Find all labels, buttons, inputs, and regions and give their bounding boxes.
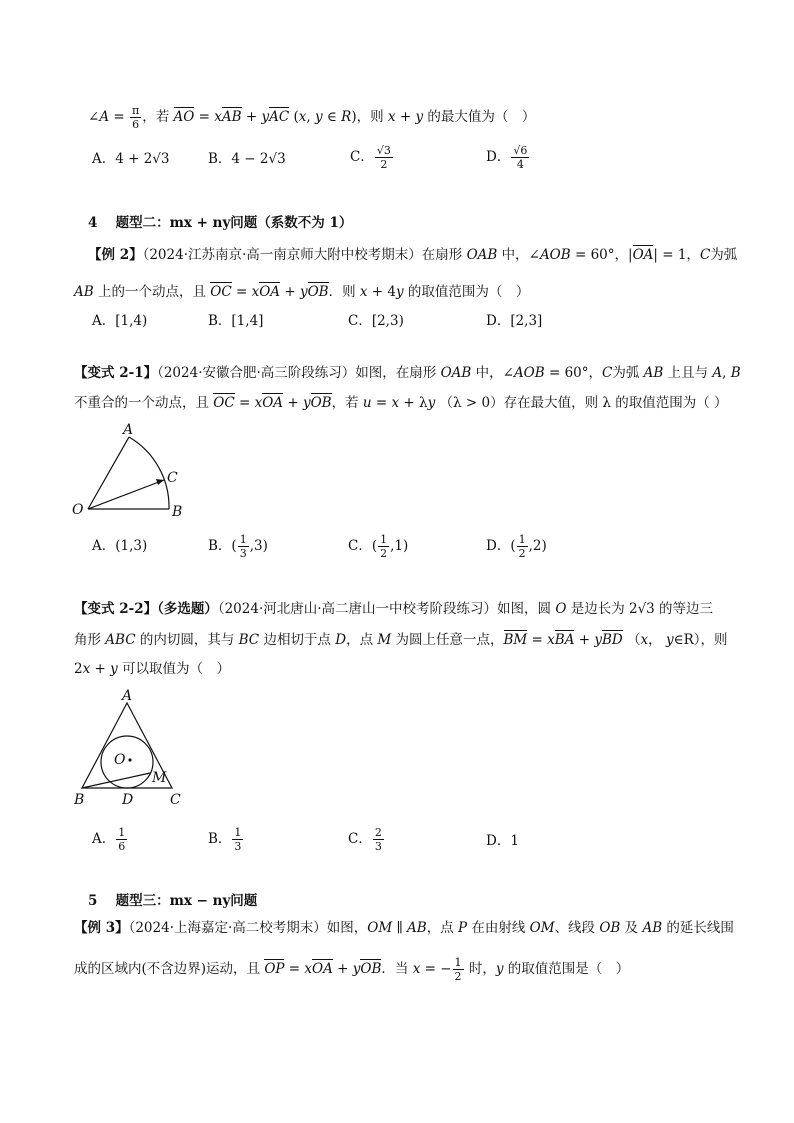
label-b: B <box>172 504 183 520</box>
label-a: A <box>122 688 133 704</box>
sector-figure <box>68 420 198 520</box>
variant-2-2-line2: 角形 ABC 的内切圆，其与 BC 边相切于点 D，点 M 为圆上任意一点，BM = xBA + yBD （x， y∈R），则 <box>74 632 728 648</box>
q-top-stem: ∠A = $\frac{\pi}{6}$ ，若 AO = xAB + yAC (x, y ∈ R)，则 x + y 的最大值为（ ） <box>88 104 536 131</box>
variant-2-1-line1: 【变式 2-1】（2024·安徽合肥·高三阶段练习）如图，在扇形 OAB 中，∠AOB = 60°，C为弧 AB 上且与 A, B <box>74 365 741 381</box>
example-2-line1: 【例 2】（2024·江苏南京·高一南京师大附中校考期末）在扇形 OAB 中，∠AOB = 60°，|OA| = 1，C为弧 <box>88 247 738 263</box>
label-o: O <box>72 502 84 518</box>
example-3-line2: 成的区域内(不含边界)运动，且 OP = xOA + yOB．当 x = − $\frac{1}{2}$ 时，y 的取值范围是（ ） <box>74 956 630 983</box>
section-4-title: 4 题型二：mx + ny问题（系数不为 1） <box>88 215 353 231</box>
option-d[interactable]: D． $\frac{√6}{4}$ <box>486 144 528 171</box>
option-d[interactable]: D．( $\frac{1}{2}$ ,2) <box>486 533 547 560</box>
label-c: C <box>170 792 181 808</box>
label-d: D <box>122 792 134 808</box>
option-a[interactable]: A．4 + 2√3 <box>92 151 170 167</box>
label-m: M <box>152 770 167 786</box>
example-3-line1: 【例 3】（2024·上海嘉定·高二校考期末）如图，OM ∥ AB，点 P 在由射线 OM、线段 OB 及 AB 的延长线围 <box>74 920 734 936</box>
example-2-line2: AB 上的一个动点，且 OC = xOA + yOB．则 x + 4y 的取值范围为（ ） <box>74 284 530 300</box>
option-b[interactable]: B．[1,4] <box>208 313 264 329</box>
option-d[interactable]: D．1 <box>486 833 519 849</box>
option-c[interactable]: C．[2,3) <box>348 313 404 329</box>
option-d[interactable]: D．[2,3] <box>486 313 543 329</box>
option-c[interactable]: C．( $\frac{1}{2}$ ,1) <box>348 533 409 560</box>
section-5-title: 5 题型三：mx − ny问题 <box>88 893 258 909</box>
option-c[interactable]: C． $\frac{√3}{2}$ <box>350 144 391 171</box>
option-b[interactable]: B． $\frac{1}{3}$ <box>208 826 242 853</box>
option-a[interactable]: A．[1,4) <box>92 313 148 329</box>
option-a[interactable]: A． $\frac{1}{6}$ <box>92 826 126 853</box>
triangle-incircle-figure <box>72 688 192 808</box>
label-a: A <box>123 422 134 438</box>
option-c[interactable]: C． $\frac{2}{3}$ <box>348 826 382 853</box>
option-b[interactable]: B．4 − 2√3 <box>208 151 286 167</box>
option-a[interactable]: A．(1,3) <box>92 538 148 554</box>
label-b: B <box>74 792 85 808</box>
variant-2-2-line1: 【变式 2-2】（多选题）（2024·河北唐山·高二唐山一中校考阶段练习）如图，圆 O 是边长为 2√3 的等边三 <box>74 601 714 617</box>
variant-2-2-line3: 2x + y 可以取值为（ ） <box>74 661 231 677</box>
variant-2-1-line2: 不重合的一个动点，且 OC = xOA + yOB，若 u = x + λy （λ > 0）存在最大值，则 λ 的取值范围为（ ） <box>74 395 728 411</box>
option-b[interactable]: B．( $\frac{1}{3}$ ,3) <box>208 533 268 560</box>
label-o: O <box>114 752 126 768</box>
label-c: C <box>167 470 178 486</box>
